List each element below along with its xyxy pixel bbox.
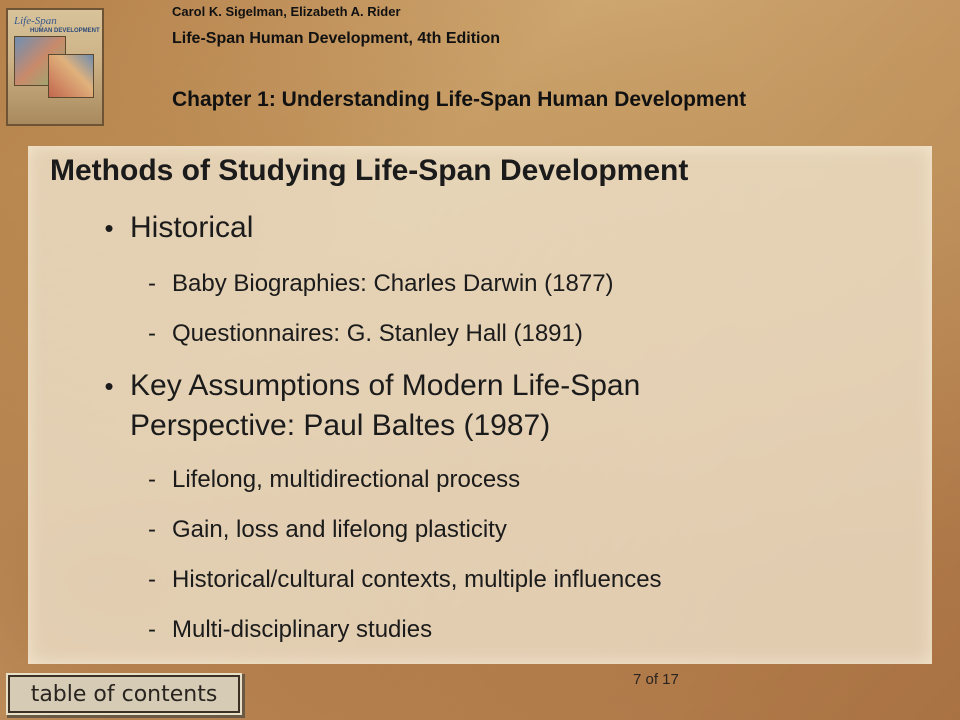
sub-item <box>148 566 662 594</box>
chapter-title: Chapter 1: Understanding Life-Span Human Development <box>172 88 747 111</box>
sub-item-text: Lifelong, multidirectional process <box>172 466 521 493</box>
sub-item <box>148 616 432 644</box>
dash-icon: - <box>148 466 156 493</box>
dash-icon: - <box>148 320 156 347</box>
cover-subtitle: HUMAN DEVELOPMENT <box>30 28 100 34</box>
cover-photo <box>48 54 94 98</box>
dash-icon: - <box>148 616 156 643</box>
bullet-item <box>100 208 790 248</box>
dash-icon: - <box>148 566 156 593</box>
sub-item-text: Historical/cultural contexts, multiple influences <box>172 566 662 593</box>
dash-icon: - <box>148 270 156 297</box>
sub-item-text: Baby Biographies: Charles Darwin (1877) <box>172 270 614 297</box>
bullet-text: Historical <box>130 211 254 244</box>
book-cover-image <box>6 8 104 126</box>
page-indicator: 7 of 17 <box>633 671 679 688</box>
dash-icon: - <box>148 516 156 543</box>
bullet-icon: • <box>104 371 114 401</box>
bullet-text: Key Assumptions of Modern Life-Span Perspective: Paul Baltes (1987) <box>130 369 641 442</box>
authors-text: Carol K. Sigelman, Elizabeth A. Rider <box>172 4 401 19</box>
sub-item-text: Gain, loss and lifelong plasticity <box>172 516 507 543</box>
sub-item <box>148 466 520 494</box>
sub-item <box>148 516 507 544</box>
sub-item <box>148 320 583 348</box>
sub-item-text: Questionnaires: G. Stanley Hall (1891) <box>172 320 583 347</box>
bullet-item <box>100 366 790 446</box>
table-of-contents-button[interactable]: table of contents <box>8 675 240 713</box>
sub-item-text: Multi-disciplinary studies <box>172 616 433 643</box>
bullet-icon: • <box>104 213 114 243</box>
sub-item <box>148 270 614 298</box>
edition-text: Life-Span Human Development, 4th Edition <box>172 30 501 47</box>
cover-title: Life-Span <box>14 15 57 27</box>
slide-title: Methods of Studying Life-Span Development <box>50 154 689 187</box>
